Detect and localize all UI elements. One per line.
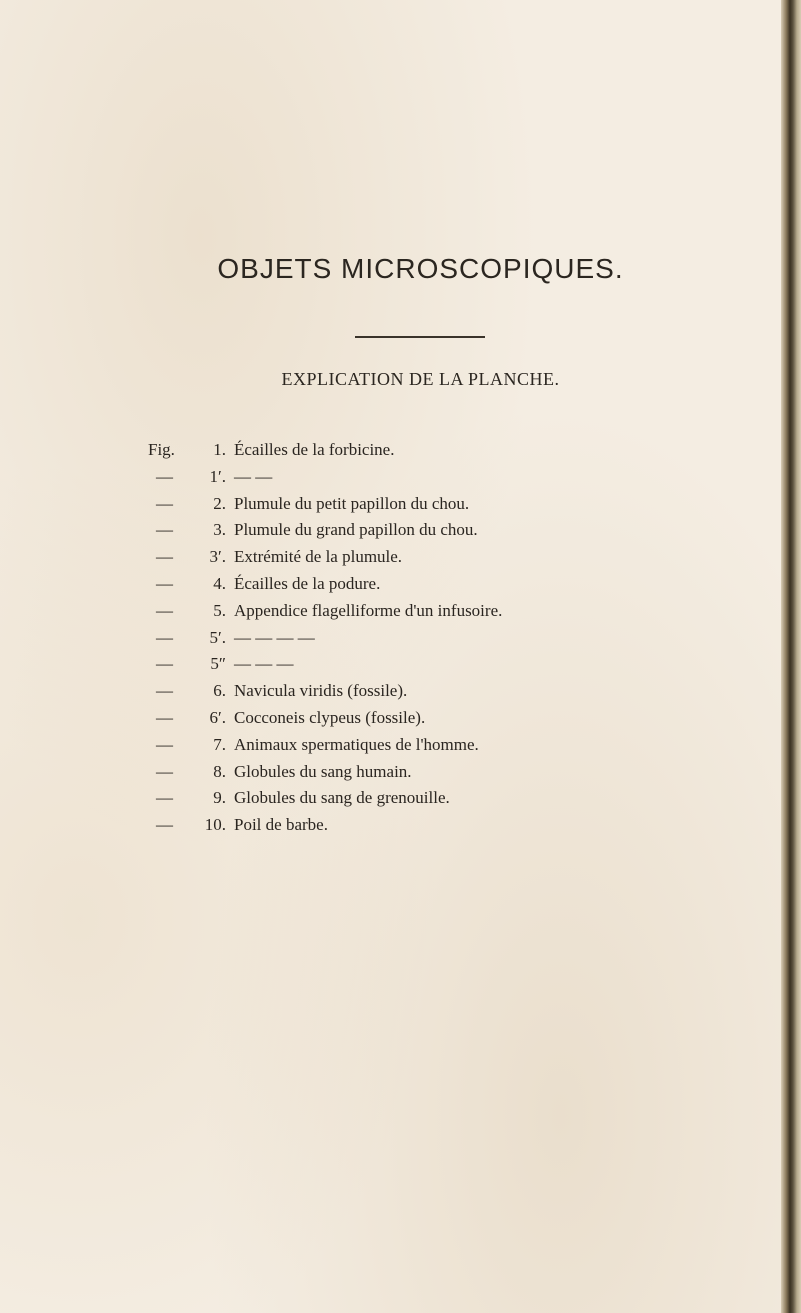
- figure-description: Poil de barbe.: [234, 815, 328, 835]
- figure-item: [148, 815, 502, 842]
- figure-item: [148, 788, 502, 815]
- figure-prefix: —: [156, 466, 173, 486]
- figure-prefix: —: [156, 734, 173, 754]
- page-title: OBJETS MICROSCOPIQUES.: [217, 253, 624, 284]
- figure-prefix: —: [156, 654, 173, 674]
- figure-prefix: —: [156, 520, 173, 540]
- figure-number: 10.: [204, 815, 226, 835]
- figure-number: 9.: [213, 788, 226, 808]
- figure-number: 5″: [210, 654, 226, 674]
- figure-description: Écailles de la forbicine.: [234, 440, 395, 459]
- book-binding-edge: [781, 0, 801, 1313]
- figure-item: [148, 681, 502, 708]
- figure-prefix: —: [156, 815, 173, 835]
- figure-number: 1′.: [209, 466, 226, 486]
- figure-item: [148, 494, 502, 521]
- figure-prefix: —: [156, 627, 173, 647]
- figure-description: Extrémité de la plumule.: [234, 547, 403, 567]
- figure-number: 3.: [213, 520, 226, 540]
- figure-number: 4.: [213, 573, 226, 593]
- figure-prefix: —: [156, 707, 173, 727]
- figure-item: [148, 547, 502, 574]
- figure-description: Globules du sang de grenouille.: [234, 788, 450, 808]
- figure-number: 6′.: [209, 707, 226, 727]
- figure-item: [148, 440, 502, 467]
- figure-description: — — —: [234, 654, 294, 674]
- figure-description: — —: [234, 466, 273, 486]
- page-subtitle: EXPLICATION DE LA PLANCHE.: [281, 369, 560, 389]
- figure-number: 7.: [213, 734, 226, 754]
- figure-item: [148, 574, 502, 601]
- figure-item: [148, 654, 502, 681]
- figure-prefix: —: [156, 600, 173, 620]
- figure-description: Animaux spermatiques de l'homme.: [234, 734, 479, 754]
- figure-item: [148, 520, 502, 547]
- figure-number: 5′.: [209, 627, 226, 647]
- figure-item: [148, 601, 502, 628]
- figure-prefix: —: [156, 493, 173, 513]
- figure-description: — — — —: [234, 627, 315, 647]
- figure-prefix: Fig.: [148, 440, 175, 459]
- figure-item: [148, 735, 502, 762]
- figure-number: 3′.: [209, 547, 226, 567]
- figure-number: 5.: [213, 600, 226, 620]
- figure-description: Cocconeis clypeus (fossile).: [234, 707, 426, 727]
- figure-item: [148, 708, 502, 735]
- figure-description: Écailles de la podure.: [234, 573, 381, 593]
- figure-description: Plumule du grand papillon du chou.: [234, 520, 478, 540]
- figure-number: 1.: [213, 440, 226, 459]
- figure-number: 2.: [213, 493, 226, 513]
- figure-list: [148, 440, 502, 842]
- figure-item: [148, 467, 502, 494]
- figure-prefix: —: [156, 681, 173, 701]
- figure-prefix: —: [156, 788, 173, 808]
- figure-description: Globules du sang humain.: [234, 761, 412, 781]
- figure-item: [148, 628, 502, 655]
- title-divider: [355, 336, 485, 338]
- figure-description: Appendice flagelliforme d'un infusoire.: [234, 600, 503, 620]
- figure-prefix: —: [156, 573, 173, 593]
- figure-number: 6.: [213, 681, 226, 701]
- figure-number: 8.: [213, 761, 226, 781]
- figure-prefix: —: [156, 761, 173, 781]
- figure-prefix: —: [156, 547, 173, 567]
- figure-description: Navicula viridis (fossile).: [234, 681, 408, 701]
- figure-description: Plumule du petit papillon du chou.: [234, 493, 470, 513]
- figure-item: [148, 762, 502, 789]
